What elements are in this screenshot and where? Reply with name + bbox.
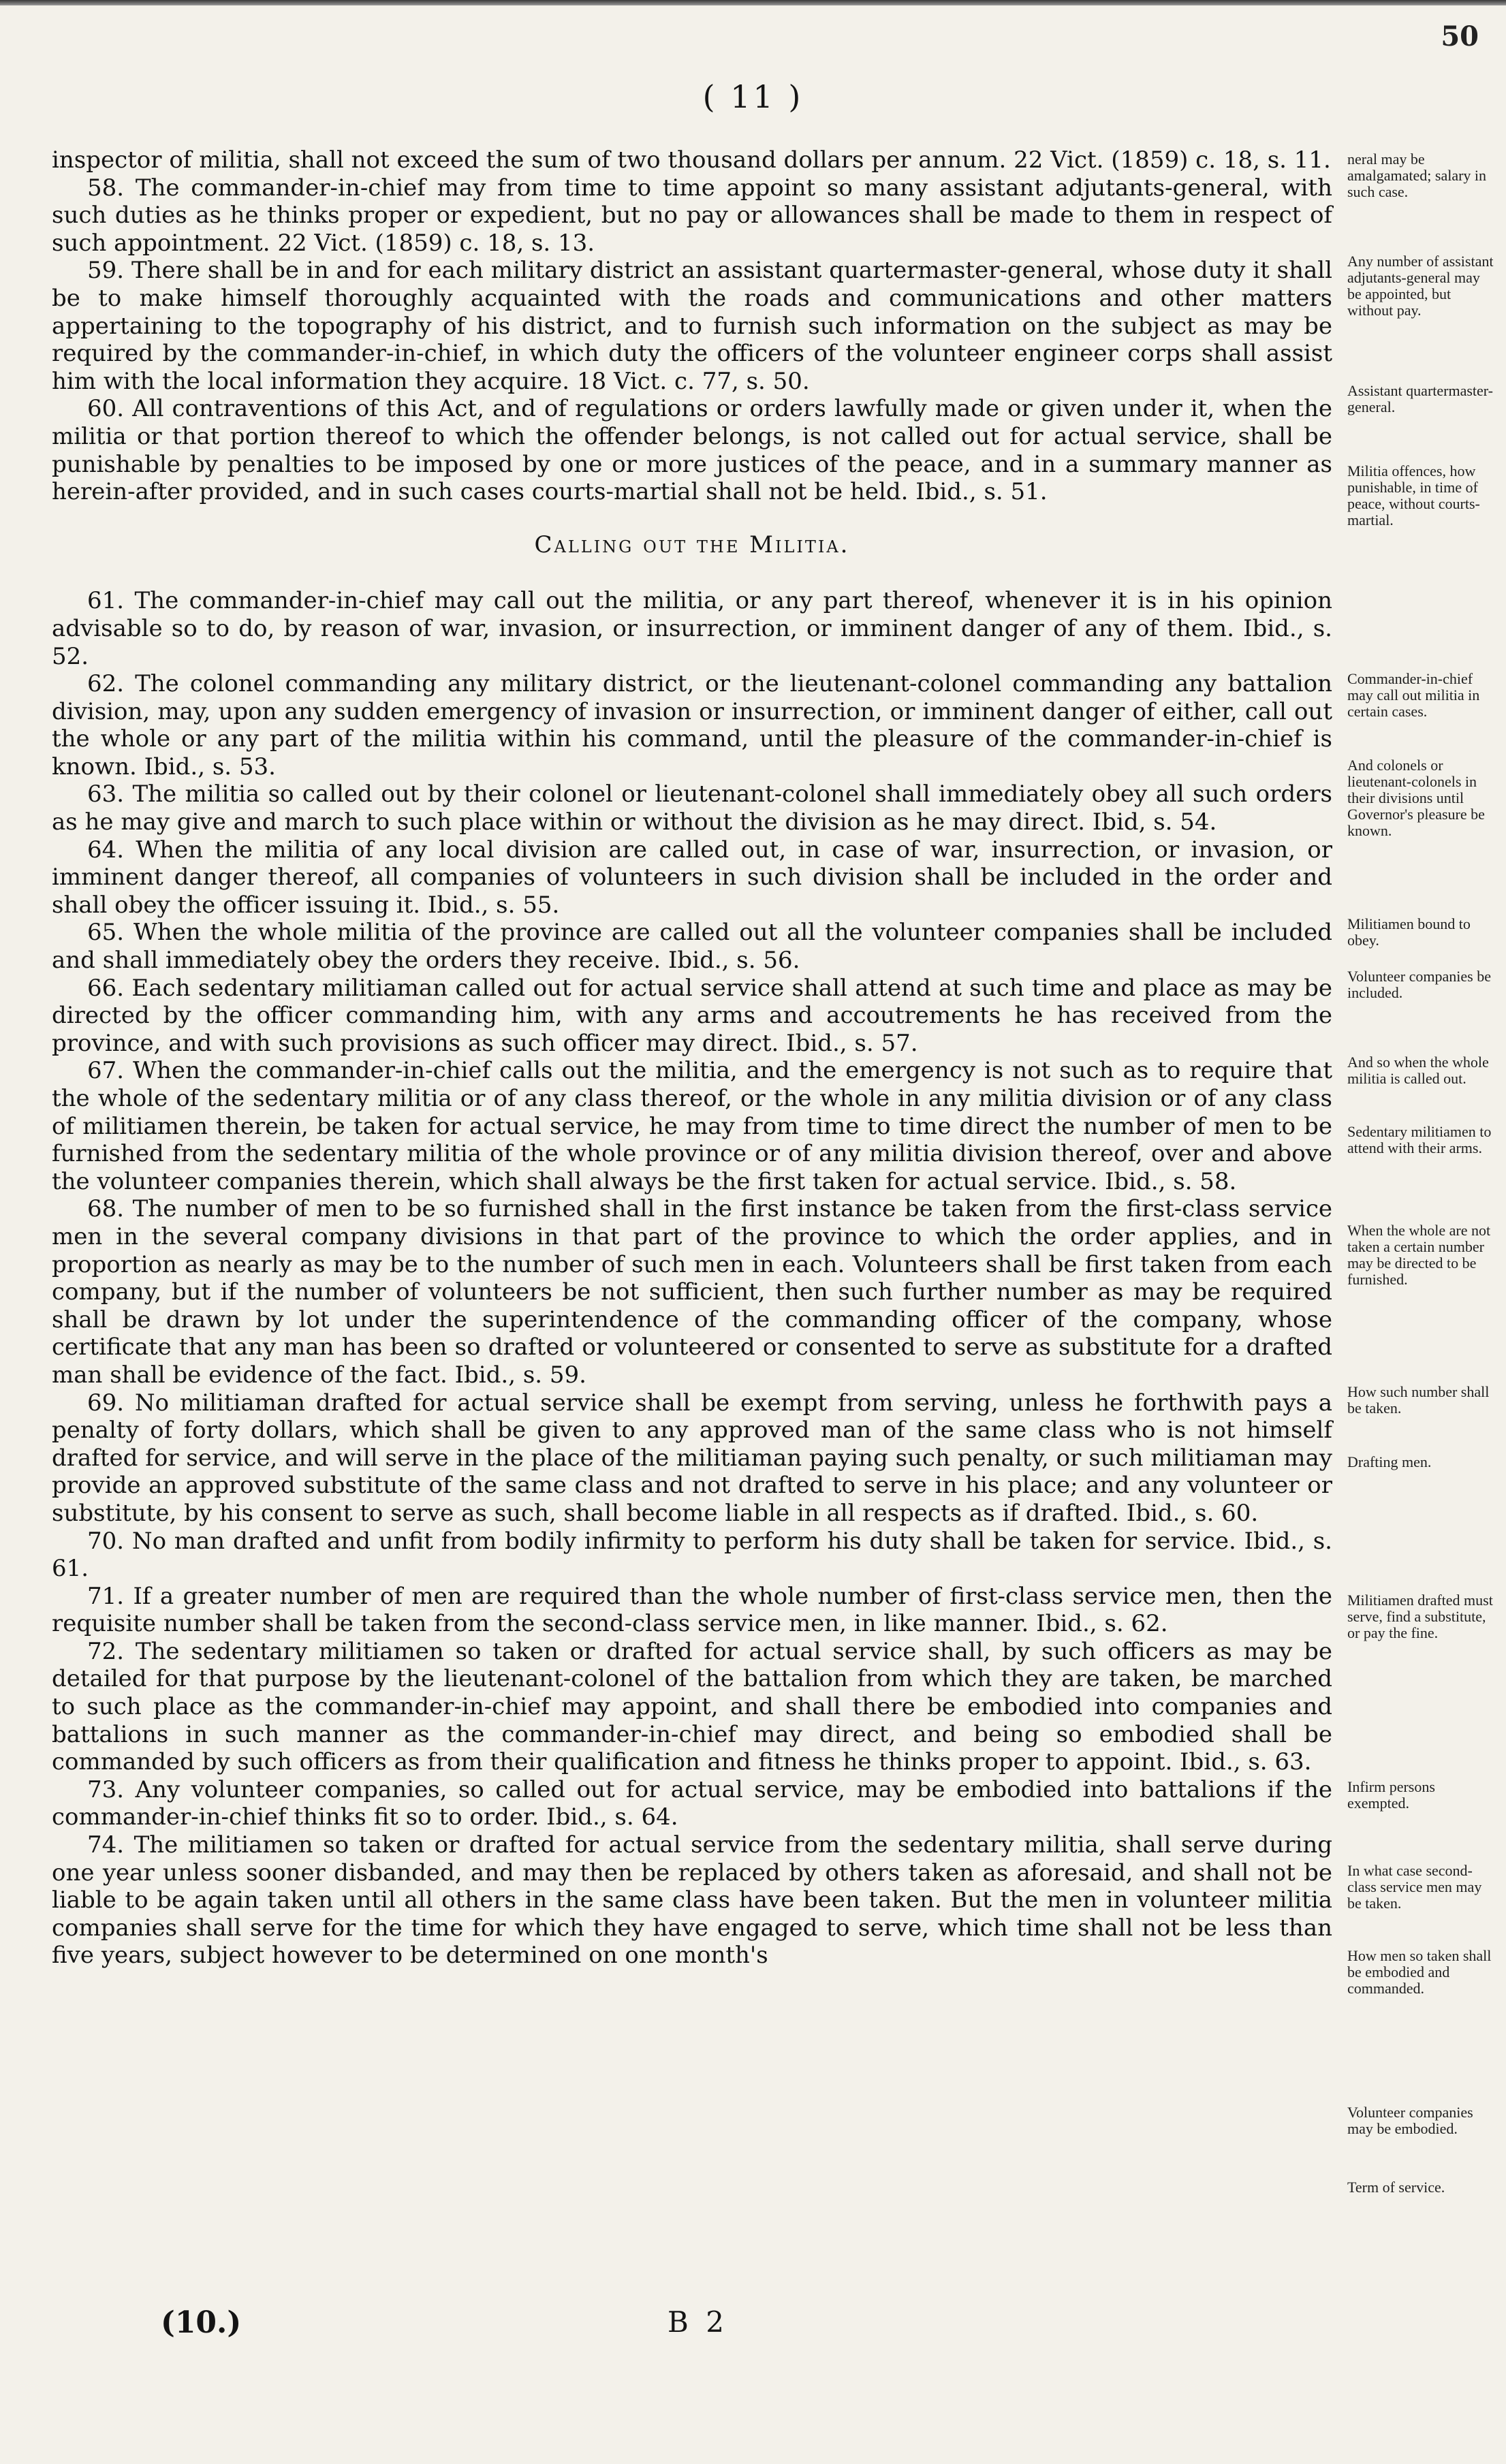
margin-note: Assistant quartermaster-general. [1347,382,1493,415]
margin-note: Militiamen drafted must serve, find a substitute, or pay the fine. [1347,1592,1493,1641]
footer-signature-mark: B 2 [668,2305,728,2339]
section-heading: Calling out the Militia. [534,531,850,558]
paragraph-58: 58. The commander-in-chief may from time to time appoint so many assistant adjutants-general, with such duties as he thinks proper or expedient, but no pay or allowances shall be made to them in respect of such appointment. 22 Vict. (1859) c. 18, s. 13. [52,174,1332,257]
margin-note: Commander-in-chief may call out militia in certain cases. [1347,670,1480,720]
paragraph-65: 65. When the whole militia of the province are called out all the volunteer companies shall be included and shall immediately obey the orders they receive. Ibid., s. 56. [52,919,1332,975]
paragraph-70: 70. No man drafted and unfit from bodily infirmity to perform his duty shall be taken for service. Ibid., s. 61. [52,1527,1332,1583]
margin-note: Any number of assistant adjutants-general may be appointed, but without pay. [1347,253,1494,319]
margin-note: Militia offences, how punishable, in time of peace, without courts-martial. [1347,462,1480,528]
paragraph-71: 71. If a greater number of men are required than the whole number of first-class service men, then the requisite number shall be taken from the second-class service men, in like manner. Ibid., s. 62. [52,1582,1332,1638]
margin-note: Volunteer companies may be embodied. [1347,2104,1473,2137]
paragraph-74: 74. The militiamen so taken or drafted for actual service from the sedentary militia, shall serve during one year unless sooner disbanded, and may then be replaced by others taken as aforesaid, and shall not be liable to be again taken until all others in the same class have been taken. But the men in volunteer militia companies shall serve for the time for which they have engaged to serve, which time shall not be less than five years, subject however to be determined on one month's [52,1831,1332,1970]
paragraph-61: 61. The commander-in-chief may call out the militia, or any part thereof, whenever it is in his opinion advisable so to do, by reason of war, invasion, or insurrection, or imminent danger of any of them. Ibid., s. 52. [52,587,1332,670]
paragraph-68: 68. The number of men to be so furnished shall in the first instance be taken from the first-class service men in the several company divisions in that part of the province to which the order applies, and in proportion as nearly as may be to the number of such men in each. Volunteers shall be first taken from each company, but if the number of volunteers be not sufficient, then such further number as may be required shall be drawn by lot under the superintendence of the commanding officer of the company, whose certificate that any man has been so drafted or volunteered or consented to serve as substitute for a drafted man shall be evidence of the fact. Ibid., s. 59. [52,1195,1332,1389]
margin-notes-column [1347,0,1496,2464]
paragraph-62: 62. The colonel commanding any military district, or the lieutenant-colonel commanding any battalion division, may, upon any sudden emergency of invasion or insurrection, or imminent danger of either, call out the whole or any part of the militia within his command, until the pleasure of the commander-in-chief is known. Ibid., s. 53. [52,670,1332,780]
margin-note: Infirm persons exempted. [1347,1778,1435,1812]
margin-note: How such number shall be taken. [1347,1383,1490,1417]
paragraph-66: 66. Each sedentary militiaman called out for actual service shall attend at such time and place as may be directed by the officer commanding him, with any arms and accoutrements he has received from the province, and with such provisions as such officer may direct. Ibid., s. 57. [52,974,1332,1057]
margin-note: And so when the whole militia is called out. [1347,1054,1489,1087]
paragraph-59: 59. There shall be in and for each military district an assistant quartermaster-general, whose duty it shall be to make himself thoroughly acquainted with the roads and communications and other matters appertaining to the topography of his district, and to furnish such information on the subject as may be required by the commander-in-chief, in which duty the officers of the volunteer engineer corps shall assist him with the local information they acquire. 18 Vict. c. 77, s. 50. [52,257,1332,395]
paragraph-60: 60. All contraventions of this Act, and of regulations or orders lawfully made or given under it, when the militia or that portion thereof to which the offender belongs, is not called out for actual service, shall be punishable by penalties to be imposed by one or more justices of the peace, and in a summary manner as herein-after provided, and in such cases courts-martial shall not be held. Ibid., s. 51. [52,395,1332,506]
margin-note: How men so taken shall be embodied and commanded. [1347,1947,1492,1997]
paragraph-64: 64. When the militia of any local division are called out, in case of war, insurrection, or invasion, or imminent danger thereof, all companies of volunteers in such division shall be included in the order and shall obey the officer issuing it. Ibid., s. 55. [52,836,1332,919]
paragraph-73: 73. Any volunteer companies, so called out for actual service, may be embodied into battalions if the commander-in-chief thinks fit so to order. Ibid., s. 64. [52,1775,1332,1831]
paragraph-continuation: inspector of militia, shall not exceed the sum of two thousand dollars per annum. 22 Vict. (1859) c. 18, s. 11. [52,146,1331,174]
margin-note: Term of service. [1347,2179,1445,2196]
footer-folio: (10.) [161,2305,242,2340]
corner-page-mark: 50 [1441,20,1479,52]
margin-note: Volunteer companies be included. [1347,968,1491,1001]
margin-note: Drafting men. [1347,1453,1432,1470]
page-number: ( 11 ) [702,78,804,115]
paragraph-67: 67. When the commander-in-chief calls out the militia, and the emergency is not such as to require that the whole of the sedentary militia or of any class thereof, or the whole in any militia division or of any class of militiamen therein, be taken for actual service, he may from time to time direct the number of men to be furnished from the sedentary militia of the whole province or of any militia division thereof, over and above the volunteer companies therein, which shall always be the first taken for actual service. Ibid., s. 58. [52,1057,1332,1195]
main-text-column [52,146,1332,1970]
paragraph-72: 72. The sedentary militiamen so taken or drafted for actual service shall, by such officers as may be detailed for that purpose by the lieutenant-colonel of the battalion from which they are taken, be marched to such place as the commander-in-chief may appoint, and shall there be embodied into companies and battalions in such manner as the commander-in-chief may direct, and being so embodied shall be commanded by such officers as from their qualification and fitness he thinks proper to appoint. Ibid., s. 63. [52,1637,1332,1776]
margin-note: neral may be amalgamated; salary in such case. [1347,151,1487,200]
margin-note: Militiamen bound to obey. [1347,915,1471,949]
scan-edge-rule [0,0,1506,5]
margin-note: And colonels or lieutenant-colonels in their divisions until Governor's pleasure be known. [1347,757,1485,839]
paragraph-69: 69. No militiaman drafted for actual service shall be exempt from serving, unless he forthwith pays a penalty of forty dollars, which shall be given to any approved man of the same class who is not himself drafted for service, and will serve in the place of the militiaman paying such penalty, or such militiaman may provide an approved substitute of the same class and not drafted to serve in his place; and any volunteer or substitute, by his consent to serve as such, shall become liable in all respects as if drafted. Ibid., s. 60. [52,1389,1332,1527]
margin-note: Sedentary militiamen to attend with their arms. [1347,1123,1492,1156]
margin-note: When the whole are not taken a certain number may be directed to be furnished. [1347,1222,1491,1288]
paragraph-63: 63. The militia so called out by their colonel or lieutenant-colonel shall immediately obey all such orders as he may give and march to such place within or without the division as he may direct. Ibid, s. 54. [52,780,1332,836]
margin-note: In what case second-class service men may be taken. [1347,1862,1482,1912]
